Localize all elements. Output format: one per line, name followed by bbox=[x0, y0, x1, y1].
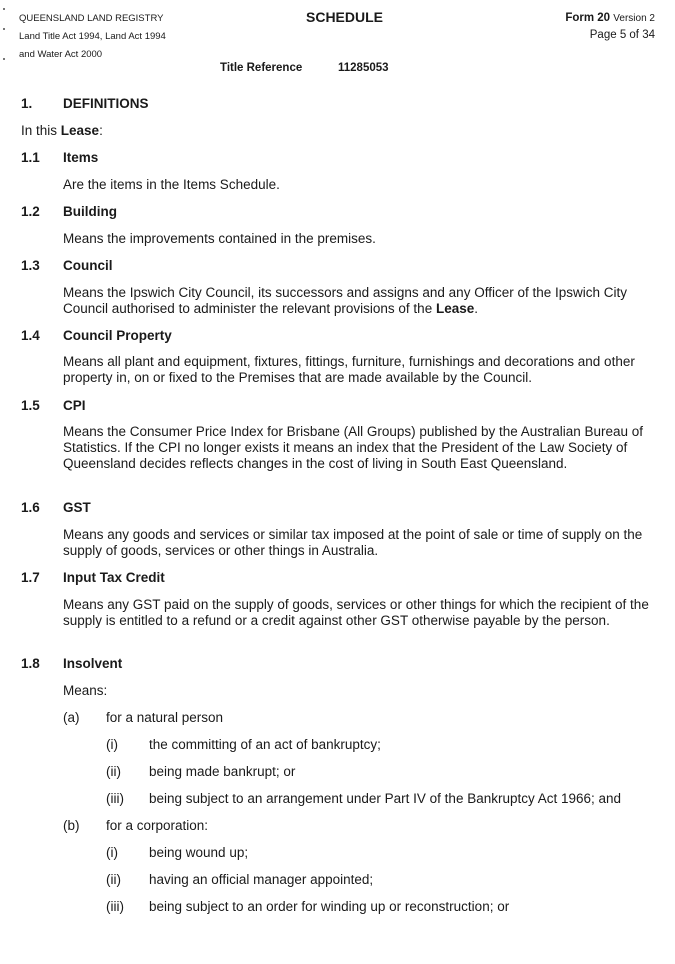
definition-number: 1.4 bbox=[21, 328, 40, 343]
margin-mark bbox=[3, 8, 5, 10]
definition-number: 1.3 bbox=[21, 258, 40, 273]
page-indicator: Page 5 of 34 bbox=[589, 29, 655, 41]
subpara-text: being made bankrupt; or bbox=[149, 764, 296, 779]
margin-mark bbox=[3, 58, 5, 60]
section-number: 1. bbox=[21, 96, 33, 111]
para-text: for a natural person bbox=[106, 710, 224, 725]
acts-line-2: and Water Act 2000 bbox=[19, 49, 103, 60]
subpara-text: being wound up; bbox=[149, 845, 249, 860]
definition-term: Building bbox=[63, 204, 117, 219]
subpara-label: (ii) bbox=[106, 764, 121, 779]
definition-number: 1.2 bbox=[21, 204, 40, 219]
definition-text: Means all plant and equipment, fixtures, fittings, furniture, furnishings and decorations and other property in, on or fixed to the Premises that are made available by the Council. bbox=[63, 354, 635, 385]
section-title: DEFINITIONS bbox=[63, 96, 149, 111]
definition-text-part: Means the Ipswich City Council, its successors and assigns and any Officer of the Ipswich City Council authorised to administer the relevant provisions of the bbox=[63, 285, 627, 316]
registry-name: QUEENSLAND LAND REGISTRY bbox=[19, 13, 164, 24]
subpara-label: (i) bbox=[106, 845, 118, 860]
acts-line-1: Land Title Act 1994, Land Act 1994 bbox=[19, 31, 166, 42]
subpara-label: (iii) bbox=[106, 791, 124, 806]
definition-term: Council bbox=[63, 258, 113, 273]
definition-text: Means any GST paid on the supply of goods, services or other things for which the recipient of the supply is entitled to a refund or a credit against other GST otherwise payable by the person. bbox=[63, 597, 649, 628]
para-label: (b) bbox=[63, 818, 80, 833]
definition-number: 1.7 bbox=[21, 570, 40, 585]
subpara-text: having an official manager appointed; bbox=[149, 872, 374, 887]
definition-text: Means the improvements contained in the premises. bbox=[63, 231, 376, 246]
para-text: for a corporation: bbox=[106, 818, 209, 833]
section-intro bbox=[21, 123, 103, 139]
definition-term: CPI bbox=[63, 398, 86, 413]
definition-text-lease: Lease bbox=[435, 301, 475, 316]
intro-suffix: : bbox=[99, 123, 103, 138]
schedule-heading: SCHEDULE bbox=[306, 9, 384, 25]
definition-number: 1.1 bbox=[21, 150, 40, 165]
subpara-text: the committing of an act of bankruptcy; bbox=[149, 737, 381, 752]
definition-term: GST bbox=[63, 500, 91, 515]
para-label: (a) bbox=[63, 710, 80, 725]
subpara-label: (i) bbox=[106, 737, 118, 752]
margin-mark bbox=[3, 28, 5, 30]
title-reference-value: 11285053 bbox=[338, 62, 389, 74]
definition-term: Input Tax Credit bbox=[63, 570, 165, 585]
definition-text: Are the items in the Items Schedule. bbox=[63, 177, 280, 192]
definition-number: 1.6 bbox=[21, 500, 40, 515]
form-number bbox=[565, 12, 655, 24]
intro-lease: Lease bbox=[60, 123, 100, 138]
definition-number: 1.8 bbox=[21, 656, 40, 671]
subpara-text: being subject to an order for winding up or reconstruction; or bbox=[149, 899, 510, 914]
definition-term: Council Property bbox=[63, 328, 172, 343]
definition-text: Means: bbox=[63, 683, 108, 698]
subpara-text: being subject to an arrangement under Part IV of the Bankruptcy Act 1966; and bbox=[149, 791, 622, 806]
title-reference-label: Title Reference bbox=[220, 62, 303, 74]
definition-term: Insolvent bbox=[63, 656, 123, 671]
subpara-label: (iii) bbox=[106, 899, 124, 914]
definition-text-part: . bbox=[474, 301, 478, 316]
intro-prefix: In this bbox=[21, 123, 61, 138]
definition-text: Means the Consumer Price Index for Brisbane (All Groups) published by the Australian Bureau of Statistics. If the CPI no longer exists it means an index that the President of the Law Society of Queensland decides reflects changes in the cost of living in South East Queensland. bbox=[63, 424, 644, 471]
form-version: Version 2 bbox=[613, 13, 655, 24]
definition-number: 1.5 bbox=[21, 398, 40, 413]
definition-term: Items bbox=[63, 150, 99, 165]
definition-text bbox=[63, 285, 658, 317]
subpara-label: (ii) bbox=[106, 872, 121, 887]
form-number-bold: Form 20 bbox=[565, 12, 611, 24]
definition-text: Means any goods and services or similar tax imposed at the point of sale or time of supply on the supply of goods, services or other things in Australia. bbox=[63, 527, 643, 558]
